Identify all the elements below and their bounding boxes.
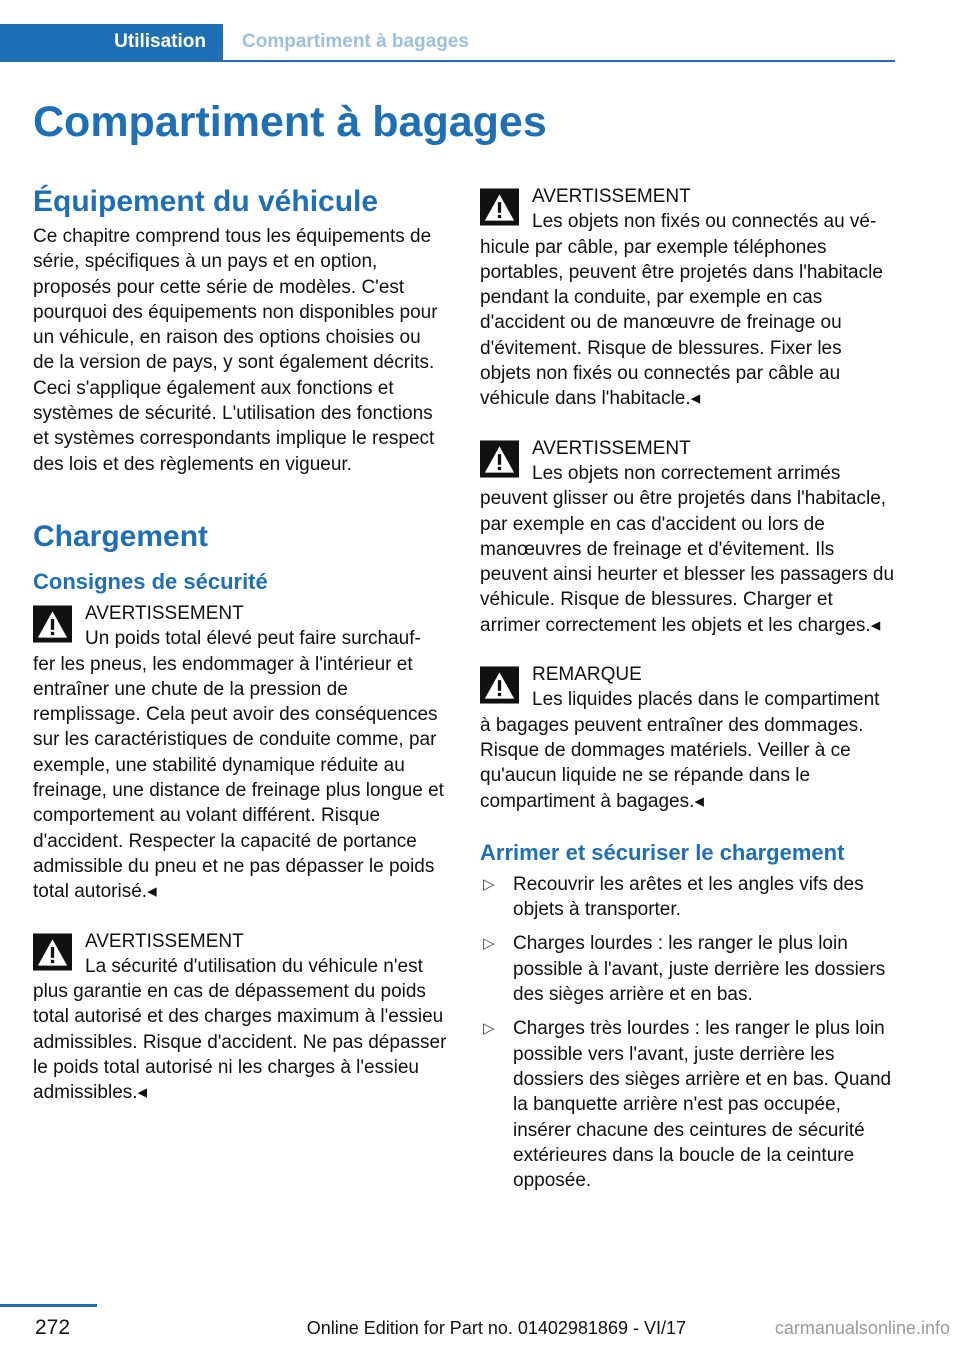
- warning-first-line: La sécurité d'utilisation du véhicule n'est: [85, 955, 423, 977]
- page-title: Compartiment à bagages: [33, 98, 547, 146]
- warning-block: [480, 184, 896, 412]
- warning-triangle-icon: [33, 933, 72, 971]
- warning-first-line: Un poids total élevé peut faire surchauf-: [85, 628, 421, 650]
- list-item-text: Charges lourdes : les ranger le plus loin possible à l'avant, juste derrière les dossiers des sièges arrière et en bas.: [513, 933, 886, 1006]
- notice-text: à bagages peuvent entraîner des dommages. Risque de dommages matériels. Veiller à ce qu'aucun liquide ne se répande dans le compartiment à bagages.◂: [480, 714, 864, 812]
- notice-first-line: Les liquides placés dans le compartiment: [532, 689, 880, 711]
- warning-label: AVERTISSEMENT: [85, 602, 244, 624]
- left-column: [33, 182, 447, 1106]
- notice-label: REMARQUE: [532, 664, 642, 686]
- list-item-text: Recouvrir les arêtes et les angles vifs des objets à transporter.: [513, 873, 864, 921]
- warning-triangle-icon: [33, 605, 72, 643]
- warning-text: plus garantie en cas de dépassement du poids total autorisé et des charges maximum à l'essieu admissibles. Risque d'accident. Ne pas dépasser le poids total autorisé ni les charges à l'essieu admissibles.◂: [33, 981, 447, 1104]
- subsection-title-consignes: Consignes de sécurité: [33, 568, 268, 594]
- header-rule: [0, 60, 895, 62]
- tab-compartiment-a-bagages[interactable]: [242, 24, 469, 60]
- warning-label: AVERTISSEMENT: [532, 186, 691, 207]
- section-title-chargement: Chargement: [33, 519, 209, 553]
- list-item: [480, 872, 896, 923]
- warning-text: peuvent glisser ou être projetés dans l'habitacle, par exemple en cas d'accident ou lors de manœuvres de freinage et d'évitement. Ils peuvent ainsi heurter et blesser les passagers du véhicule. Risque de blessures. Charger et arrimer correctement les objets et les charges.◂: [480, 488, 895, 636]
- section-title-equipement: Équipement du véhicule: [33, 185, 379, 218]
- tab-compartiment-label: Compartiment à bagages: [242, 31, 469, 52]
- list-item: [480, 931, 896, 1007]
- warning-text: hicule par câble, par exemple téléphones portables, peuvent être projetés dans l'habitacle pendant la conduite, par exemple en cas d'accident ou de manœuvre de freinage ou d'évitement. Risque de blessures. Fixer les objets non fixés ou connectés par câble au véhicule dans l'habitacle.◂: [480, 236, 883, 410]
- list-item: [480, 1016, 896, 1193]
- watermark: carmanualsonline.info: [774, 1318, 950, 1338]
- tab-utilisation-label: Utilisation: [114, 31, 206, 52]
- triangle-bullet-icon: ▷: [483, 1020, 495, 1038]
- warning-triangle-icon: [480, 188, 519, 226]
- warning-triangle-icon: [480, 440, 519, 478]
- list-item-text: Charges très lourdes : les ranger le plus loin possible vers l'avant, juste derrière les dossiers des sièges arrière et en bas. Quand la banquette arrière n'est pas occupée, insérer chacune des ceintures de sécurité extérieures dans la boucle de la ceinture opposée.: [513, 1018, 892, 1192]
- warning-block: [33, 929, 447, 1106]
- warning-triangle-icon: [480, 666, 519, 704]
- warning-label: AVERTISSEMENT: [85, 930, 244, 952]
- warning-block: [480, 436, 896, 638]
- subsection-title-arrimer: Arrimer et sécuriser le chargement: [480, 839, 845, 865]
- header-bar: [0, 24, 895, 62]
- edition-label: Online Edition for Part no. 01402981869 - VI/17: [306, 1318, 686, 1338]
- right-column: [480, 184, 896, 1202]
- warning-block: [33, 601, 447, 905]
- warning-first-line: Les objets non fixés ou connectés au vé-: [532, 211, 877, 233]
- bullet-list: [480, 872, 896, 1194]
- warning-first-line: Les objets non correctement arrimés: [532, 462, 841, 484]
- warning-label: AVERTISSEMENT: [532, 437, 691, 459]
- warning-text: fer les pneus, les endommager à l'intérieur et entraîner une chute de la pression de remplissage. Cela peut avoir des conséquences sur les caractéristiques de conduite comme, par exemple, une stabilité dynamique réduite au freinage, une distance de freinage plus longue et comportement au volant différent. Risque d'accident. Respecter la capacité de portance admissible du pneu et ne pas dépasser le poids total autorisé.◂: [33, 653, 444, 903]
- footer-rule: [0, 1304, 97, 1307]
- section-text-equipement: Ce chapitre comprend tous les équipements de série, spécifiques à un pays et en option, proposés pour cette série de modèles. C'est pourquoi des équipements non disponibles pour un véhicule, en raison des options choisies ou de la version de pays, y sont également décrits. Ceci s'applique également aux fonctions et systèmes de sécurité. L'utilisation des fonctions et systèmes correspondants implique le respect des lois et des règlements en vigueur.: [33, 226, 438, 475]
- tab-utilisation[interactable]: [0, 24, 223, 60]
- triangle-bullet-icon: ▷: [483, 875, 495, 893]
- page-number: 272: [35, 1316, 71, 1339]
- notice-block: [480, 662, 896, 814]
- triangle-bullet-icon: ▷: [483, 935, 495, 953]
